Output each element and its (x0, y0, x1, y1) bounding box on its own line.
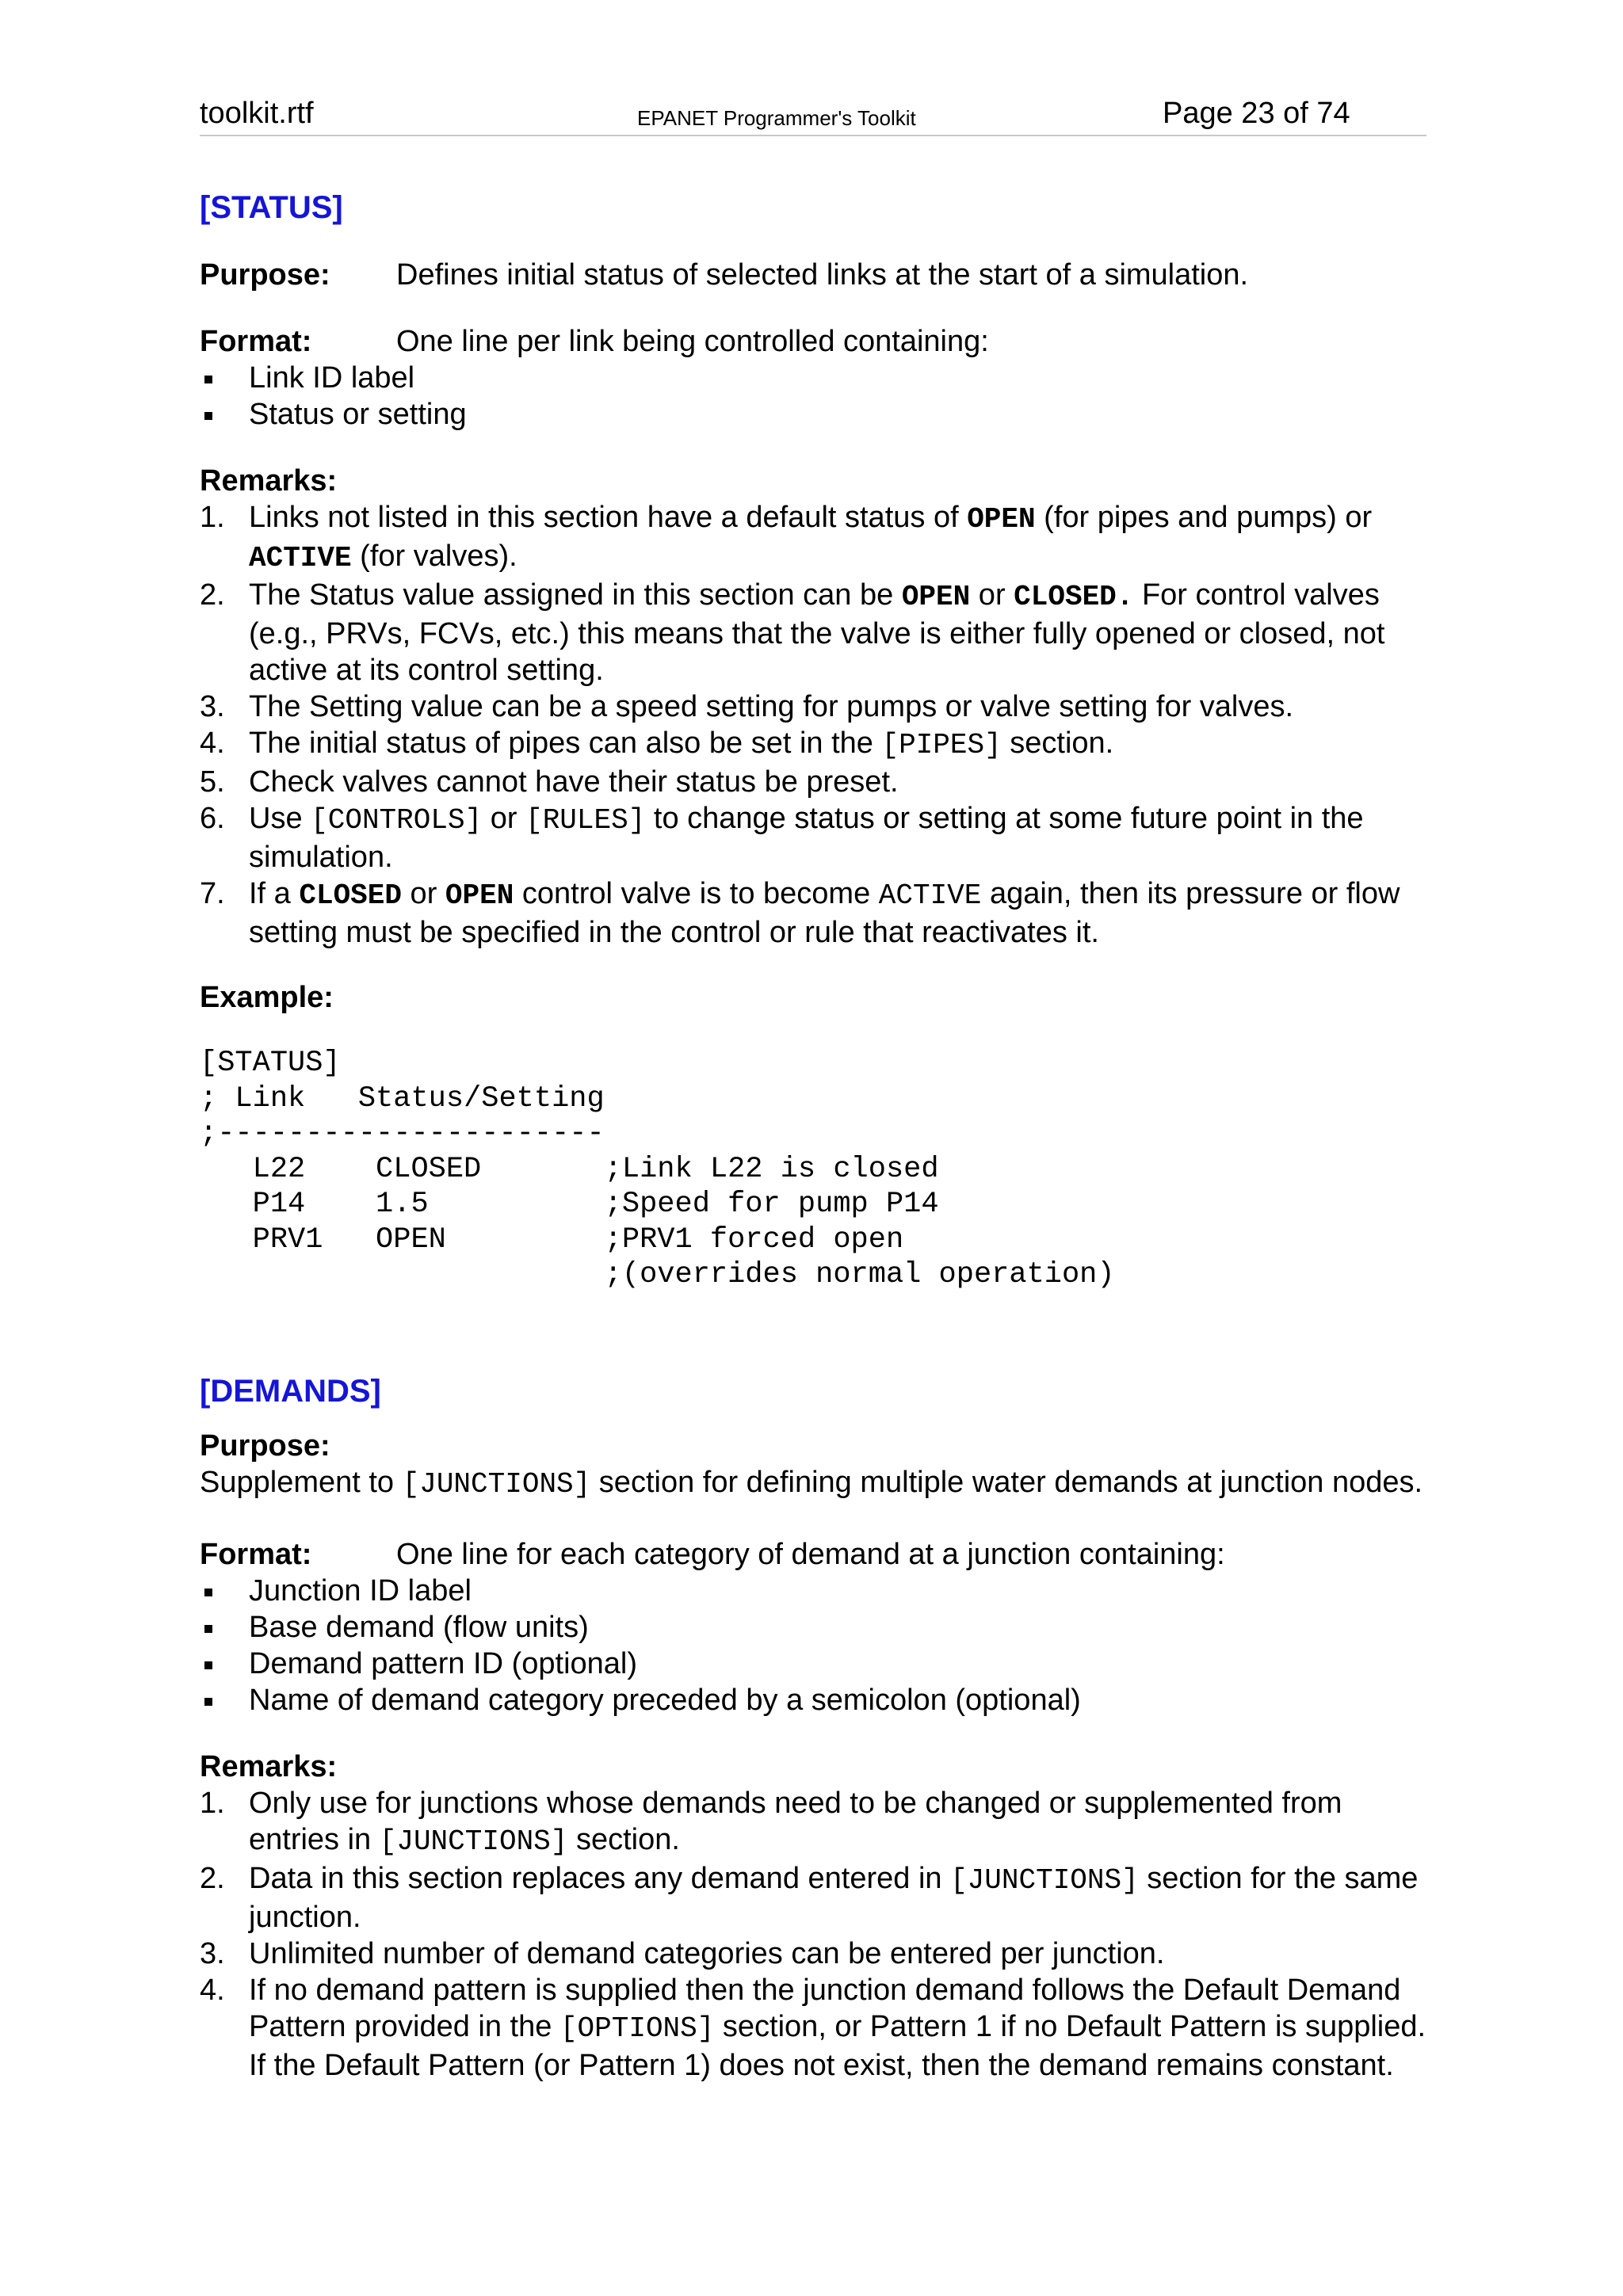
list-number: 1. (200, 501, 225, 534)
list-number: 3. (200, 690, 225, 723)
format-text: One line per link being controlled containing: (396, 325, 989, 358)
header-page-number: Page 23 of 74 (1163, 97, 1350, 130)
status-section-title: [STATUS] (200, 190, 343, 225)
remark-text: The Status value assigned in this section can be OPEN or CLOSED. For control valves (e.g., PRVs, FCVs, etc.) this means that the valve is either fully opened or closed, not active at its control setting. (249, 578, 1385, 687)
demands-section-title: [DEMANDS] (200, 1373, 381, 1409)
list-item (200, 577, 1426, 688)
remarks-label: Remarks: (200, 464, 338, 498)
example-label: Example: (200, 981, 334, 1014)
list-item: Base demand (flow units) (200, 1609, 1426, 1646)
remark-text: Data in this section replaces any demand entered in [JUNCTIONS] section for the same junction. (249, 1861, 1419, 1934)
purpose-label: Purpose: (200, 258, 330, 292)
list-item: Demand pattern ID (optional) (200, 1646, 1426, 1682)
list-item (200, 1972, 1426, 2084)
list-number: 1. (200, 1786, 225, 1820)
remark-text: Only use for junctions whose demands need to be changed or supplemented from entries in [JUNCTIONS] section. (249, 1786, 1342, 1858)
page-content (200, 189, 1426, 2084)
list-item: Status or setting (200, 396, 1426, 433)
list-number: 2. (200, 1861, 225, 1895)
status-format-list (200, 360, 1426, 433)
list-number: 2. (200, 578, 225, 612)
remark-text: If no demand pattern is supplied then the junction demand follows the Default Demand Pattern provided in the [OPTIONS] section, or Pattern 1 if no Default Pattern is supplied. If the Default Pattern (or Pattern 1) does not exist, then the demand remains constant. (249, 1973, 1426, 2082)
remark-text: Unlimited number of demand categories can be entered per junction. (249, 1936, 1165, 1970)
list-number: 4. (200, 1973, 225, 2007)
purpose-text: Defines initial status of selected links at the start of a simulation. (396, 258, 1249, 292)
list-number: 4. (200, 727, 225, 760)
page-header (200, 93, 1426, 136)
header-title: EPANET Programmer's Toolkit (637, 106, 916, 130)
demands-remarks-list (200, 1785, 1426, 2084)
list-number: 7. (200, 877, 225, 910)
remark-text: If a CLOSED or OPEN control valve is to become ACTIVE again, then its pressure or flow setting must be specified in the control or rule that reactivates it. (249, 877, 1400, 949)
status-remarks-list (200, 499, 1426, 951)
demands-format (200, 1536, 1426, 1573)
format-label: Format: (200, 325, 312, 358)
remark-text: The Setting value can be a speed setting for pumps or valve setting for valves. (249, 690, 1294, 723)
demands-format-list (200, 1573, 1426, 1718)
remark-text: The initial status of pipes can also be set in the [PIPES] section. (249, 727, 1114, 761)
remarks-label: Remarks: (200, 1749, 338, 1783)
example-code-block: [STATUS] ; Link Status/Setting ;---------------------- L22 CLOSED ;Link L22 is closed P14 1.5 ;Speed for pump P14 PRV1 OPEN ;PRV1 forced open ;(overrides normal operation) (200, 1047, 1115, 1291)
list-item (200, 1936, 1426, 1972)
list-item (200, 725, 1426, 764)
list-item: Link ID label (200, 360, 1426, 396)
list-item (200, 688, 1426, 725)
purpose-label: Purpose: (200, 1428, 330, 1463)
status-section (200, 189, 1426, 1293)
demands-section (200, 1372, 1426, 2084)
status-format (200, 323, 1426, 360)
list-item (200, 764, 1426, 800)
list-item: Junction ID label (200, 1573, 1426, 1609)
status-purpose (200, 257, 1426, 293)
list-number: 5. (200, 765, 225, 799)
list-number: 6. (200, 802, 225, 835)
remark-text: Check valves cannot have their status be preset. (249, 765, 899, 799)
list-item (200, 1860, 1426, 1936)
list-number: 3. (200, 1936, 225, 1970)
format-label: Format: (200, 1537, 312, 1571)
purpose-text: Supplement to [JUNCTIONS] section for defining multiple water demands at junction nodes. (200, 1465, 1423, 1501)
format-text: One line for each category of demand at a junction containing: (396, 1537, 1225, 1571)
list-item (200, 499, 1426, 577)
remark-text: Links not listed in this section have a default status of OPEN (for pipes and pumps) or ACTIVE (for valves). (249, 501, 1373, 574)
list-item (200, 800, 1426, 875)
remark-text: Use [CONTROLS] or [RULES] to change status or setting at some future point in the simulation. (249, 802, 1364, 874)
list-item: Name of demand category preceded by a semicolon (optional) (200, 1682, 1426, 1718)
list-item (200, 875, 1426, 951)
list-item (200, 1785, 1426, 1860)
header-filename: toolkit.rtf (200, 97, 314, 130)
